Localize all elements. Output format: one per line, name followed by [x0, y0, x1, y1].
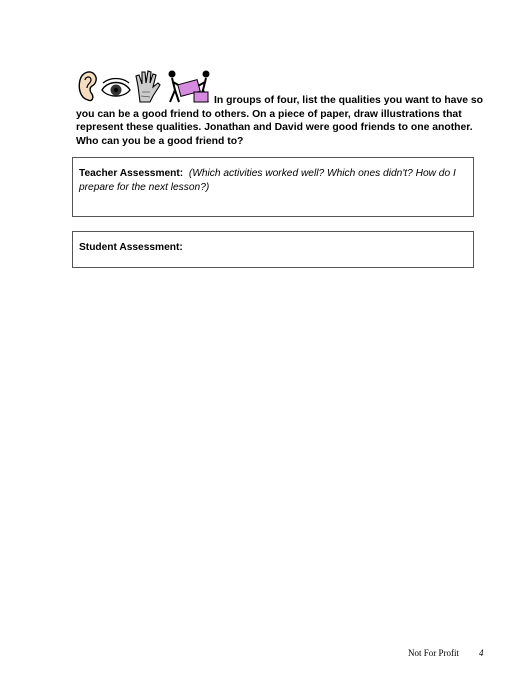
page-number: 4 — [479, 648, 484, 658]
footer-note: Not For Profit — [408, 648, 460, 658]
activity-instructions — [76, 94, 491, 148]
activity-text: In groups of four, list the qualities you want to have so you can be a good friend to others. On a piece of paper, draw illustrations that represent these qualities. Jonathan and David were good friends to one another. Who can you be a good friend to? — [76, 95, 484, 147]
page-footer — [408, 648, 488, 660]
teacher-assessment-question: (Which activities worked well? Which ones didn't? How do I prepare for the next lesson?) — [79, 168, 456, 193]
student-assessment-box — [72, 231, 474, 268]
teacher-assessment-label: Teacher Assessment: — [79, 168, 184, 179]
student-assessment-label: Student Assessment: — [79, 242, 183, 253]
teacher-assessment-box — [72, 157, 474, 217]
